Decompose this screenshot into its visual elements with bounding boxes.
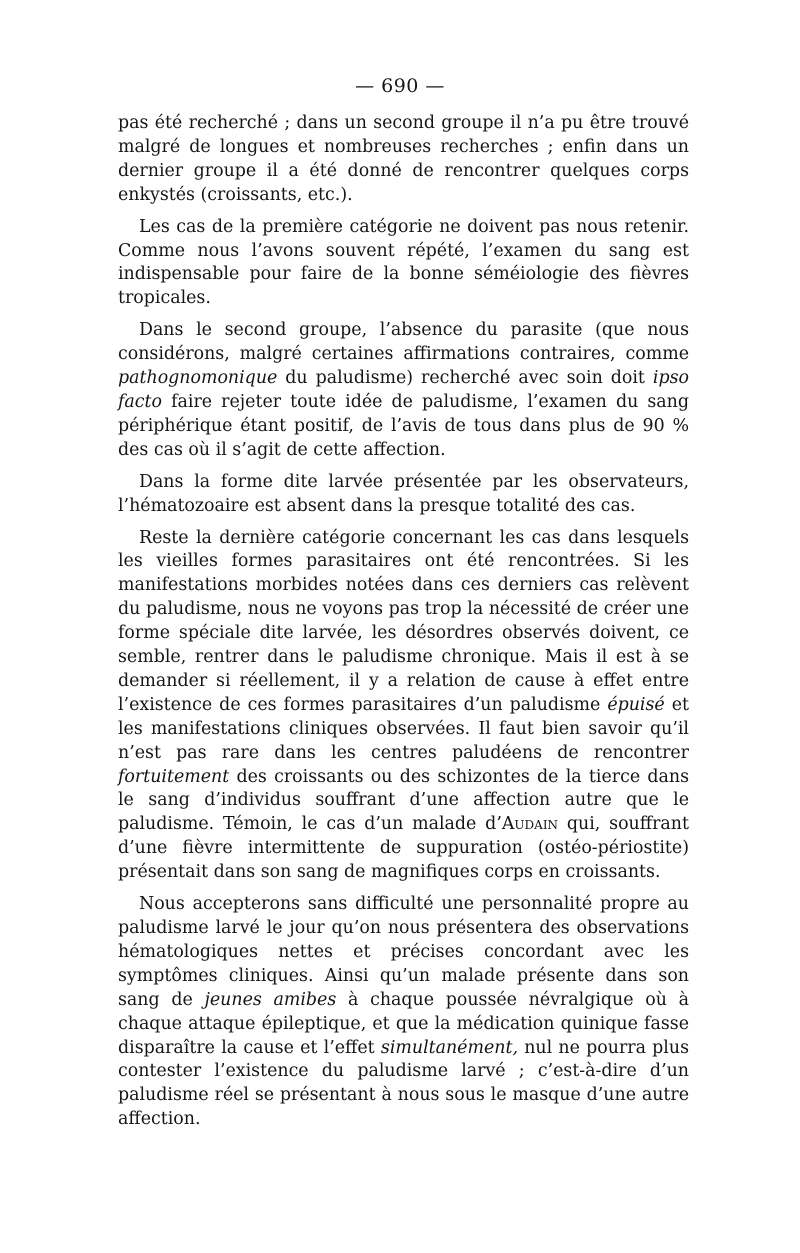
italic-text: épuisé [607, 694, 665, 715]
text-run: Nous accepterons sans difficulté une personnalité propre au paludisme larvé le jour qu’on nous présentera des observations hématologiques nettes et précises concordant avec les symptômes cliniques. Ainsi qu’un malade présente dans son sang de [118, 894, 689, 1010]
italic-text: ipso facto [118, 368, 689, 412]
paragraph [118, 112, 689, 208]
paragraph [118, 527, 689, 886]
text-run: faire rejeter toute idée de paludisme, l’examen du sang périphérique étant positif, de l’avis de tous dans plus de 90 % des cas où il s’agit de cette affection. [118, 391, 689, 460]
text-run: pas été recherché ; dans un second groupe il n’a pu être trouvé malgré de longues et nombreuses recherches ; enfin dans un dernier groupe il a été donné de rencontrer quelques corps enkystés (croissants, etc.). [118, 113, 689, 205]
italic-text: jeunes amibes [204, 989, 337, 1010]
text-run: Reste la dernière catégorie concernant les cas dans lesquels les vieilles formes parasitaires ont été rencontrées. Si les manifestations morbides notées dans ces derniers cas relèvent du paludisme, nous ne voyons pas trop la nécessité de créer une forme spéciale dite larvée, les désordres observés doivent, ce semble, rentrer dans le paludisme chronique. Mais il est à se demander si réellement, il y a relation de cause à effet entre l’existence de ces formes parasitaires d’un paludisme [118, 527, 689, 715]
text-run: à chaque poussée névralgique où à chaque attaque épileptique, et que la médication quinique fasse disparaître la cause et l’effet [118, 989, 690, 1058]
paragraph [118, 893, 689, 1132]
text-run: Dans la forme dite larvée présentée par les observateurs, l’hématozoaire est absent dans la presque totalité des cas. [118, 471, 689, 516]
italic-text: simultanément, [380, 1037, 518, 1058]
page-number: — 690 — [355, 75, 445, 97]
author-name: Audain [501, 814, 559, 835]
text-run: et les manifestations cliniques observées. Il faut bien savoir qu’il n’est pas rare dans les centres paludéens de rencontrer [118, 694, 689, 763]
text-run: Dans le second groupe, l’absence du parasite (que nous considérons, malgré certaines affirmations contraires, comme [118, 320, 689, 365]
text-run: des croissants ou des schizontes de la tierce dans le sang d’individus souffrant d’une affection autre que le paludisme. Témoin, le cas d’un malade d’ [118, 766, 689, 835]
body-text [118, 112, 689, 1132]
text-run: du paludisme) recherché avec soin doit [277, 368, 653, 389]
paragraph [118, 216, 689, 312]
paragraph [118, 319, 689, 462]
text-run: qui, souffrant d’une fièvre intermittente de suppuration (ostéo-périostite) présentait dans son sang de magnifiques corps en croissants. [118, 814, 689, 883]
paragraph [118, 471, 689, 519]
text-run: nul ne pourra plus contester l’existence du paludisme larvé ; c’est-à-dire d’un paludisme réel se présentant à nous sous le masque d’une autre affection. [118, 1037, 689, 1130]
italic-text: pathognomonique [118, 368, 278, 389]
text-run: Les cas de la première catégorie ne doivent pas nous retenir. Comme nous l’avons souvent répété, l’examen du sang est indispensable pour faire de la bonne séméiologie des fièvres tropicales. [118, 216, 689, 309]
italic-text: fortuitement [118, 766, 230, 787]
